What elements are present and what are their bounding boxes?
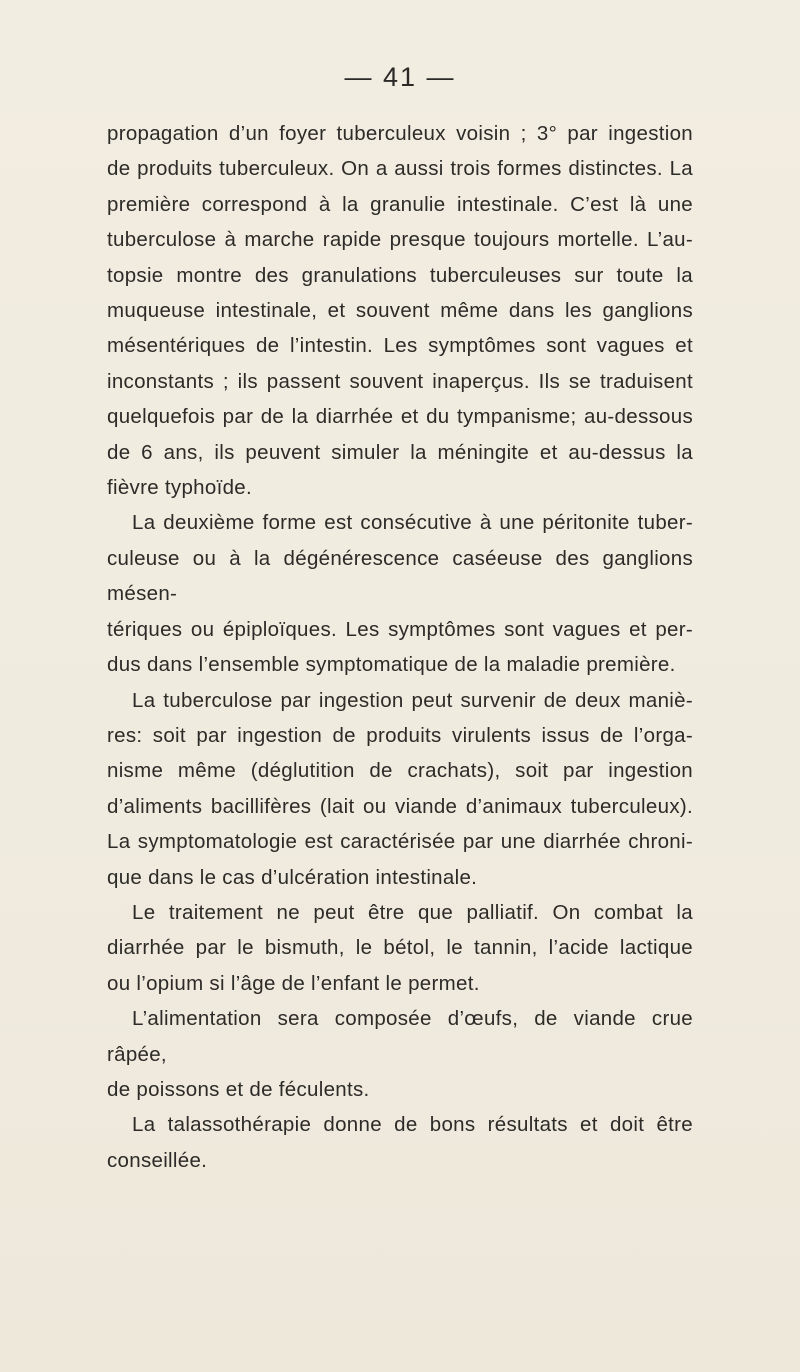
text-line: que dans le cas d’ulcération intestinale. xyxy=(107,865,478,889)
text-line: de 6 ans, ils peuvent simuler la méningite et au-dessus la xyxy=(107,440,693,464)
text-line: La tuberculose par ingestion peut survenir de deux maniè- xyxy=(132,688,693,712)
text-line: de poissons et de féculents. xyxy=(107,1077,370,1101)
text-line: diarrhée par le bismuth, le bétol, le tannin, l’acide lactique xyxy=(107,936,693,960)
text-line: La talassothérapie donne de bons résultats et doit être xyxy=(132,1113,693,1137)
text-line: topsie montre des granulations tuberculeuses sur toute la xyxy=(107,263,693,287)
text-line: La deuxième forme est consécutive à une péritonite tuber- xyxy=(132,511,693,535)
text-line: quelquefois par de la diarrhée et du tympanisme; au-dessous xyxy=(107,405,693,429)
text-line: de produits tuberculeux. On a aussi trois formes distinctes. La xyxy=(107,157,693,181)
text-line: première correspond à la granulie intestinale. C’est là une xyxy=(107,192,693,216)
text-line: La symptomatologie est caractérisée par une diarrhée chroni- xyxy=(107,830,693,854)
text-line: nisme même (déglutition de crachats), soit par ingestion xyxy=(107,759,693,783)
text-line: Le traitement ne peut être que palliatif. On combat la xyxy=(132,900,693,924)
text-line: ou l’opium si l’âge de l’enfant le permet. xyxy=(107,971,480,995)
text-line: tuberculose à marche rapide presque toujours mortelle. L’au- xyxy=(107,228,693,252)
text-line: d’aliments bacillifères (lait ou viande d’animaux tuberculeux). xyxy=(107,794,693,818)
text-line: fièvre typhoïde. xyxy=(107,476,252,500)
text-line: mésentériques de l’intestin. Les symptômes sont vagues et xyxy=(107,334,693,358)
page-number: — 41 — xyxy=(344,62,456,92)
text-line: L’alimentation sera composée d’œufs, de viande crue râpée, xyxy=(107,1007,693,1066)
text-line: propagation d’un foyer tuberculeux voisin ; 3° par ingestion xyxy=(107,122,693,145)
text-line: muqueuse intestinale, et souvent même dans les ganglions xyxy=(107,299,693,323)
body-text xyxy=(107,116,693,1178)
text-line: inconstants ; ils passent souvent inaperçus. Ils se traduisent xyxy=(107,369,693,393)
text-line: tériques ou épiploïques. Les symptômes sont vagues et per- xyxy=(107,617,693,641)
text-line: dus dans l’ensemble symptomatique de la maladie première. xyxy=(107,653,676,677)
text-line: res: soit par ingestion de produits virulents issus de l’orga- xyxy=(107,723,693,747)
text-line: culeuse ou à la dégénérescence caséeuse des ganglions mésen- xyxy=(107,546,693,606)
text-line: conseillée. xyxy=(107,1148,208,1172)
